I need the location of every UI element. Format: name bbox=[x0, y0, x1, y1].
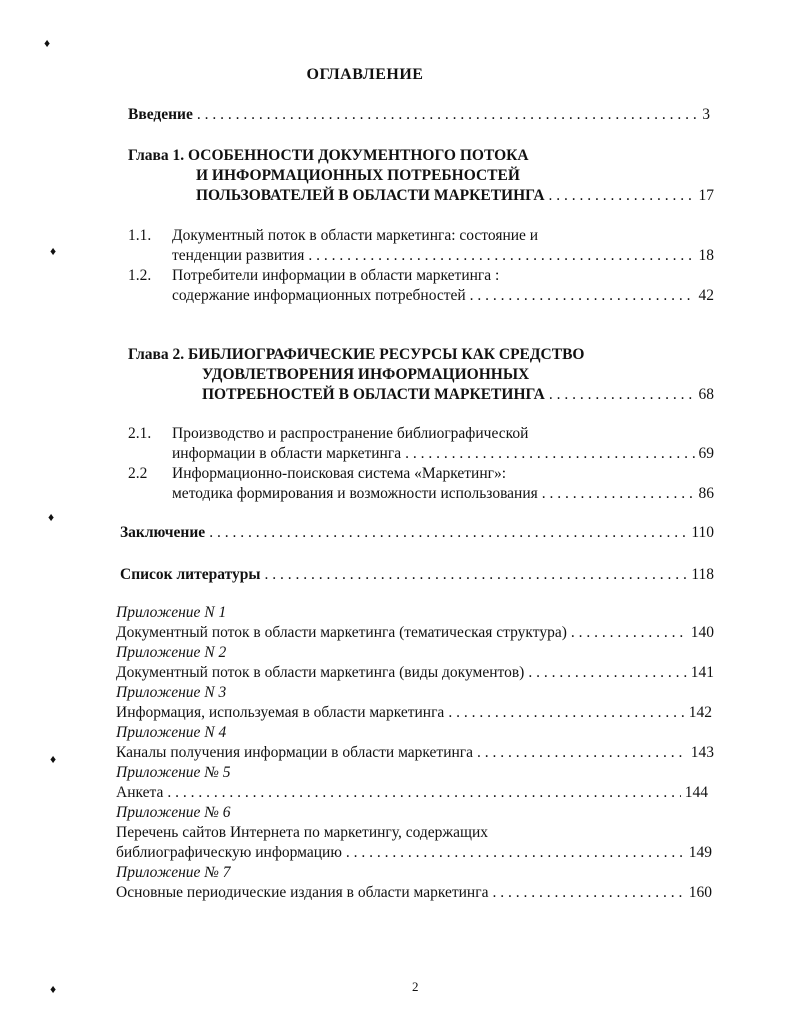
chapter1-line3-row bbox=[196, 187, 714, 205]
margin-mark: ♦ bbox=[50, 982, 57, 996]
section-1-1-num: 1.1. bbox=[128, 227, 152, 244]
chapter2-line3-row bbox=[202, 386, 714, 404]
section-2-1-line2: информации в области маркетинга bbox=[172, 445, 402, 462]
page-title: ОГЛАВЛЕНИЕ bbox=[306, 66, 424, 83]
margin-mark: ♦ bbox=[50, 244, 57, 258]
appendix-4-page: 143 bbox=[690, 744, 714, 761]
chapter1-line2: И ИНФОРМАЦИОННЫХ ПОТРЕБНОСТЕЙ bbox=[196, 167, 520, 184]
section-2-2-row bbox=[172, 485, 714, 503]
section-2-2-num: 2.2 bbox=[128, 465, 148, 482]
appendix-7-row bbox=[116, 884, 712, 902]
conclusion-label: Заключение bbox=[120, 524, 206, 541]
leader-dots bbox=[549, 386, 695, 404]
chapter2-page: 68 bbox=[698, 386, 714, 403]
chapter1-line3: ПОЛЬЗОВАТЕЛЕЙ В ОБЛАСТИ МАРКЕТИНГА bbox=[196, 187, 545, 204]
section-1-1-page: 18 bbox=[698, 247, 714, 264]
leader-dots bbox=[346, 844, 685, 862]
section-1-2-num: 1.2. bbox=[128, 267, 152, 284]
leader-dots bbox=[549, 187, 695, 205]
appendix-6-label: Приложение № 6 bbox=[116, 804, 231, 821]
margin-mark: ♦ bbox=[50, 752, 57, 766]
appendix-2-label: Приложение N 2 bbox=[116, 644, 227, 661]
leader-dots bbox=[308, 247, 694, 265]
toc-conclusion bbox=[120, 524, 714, 542]
toc-references bbox=[120, 566, 714, 584]
references-page: 118 bbox=[691, 566, 714, 583]
appendix-2-row bbox=[116, 664, 714, 682]
appendix-4-label: Приложение N 4 bbox=[116, 724, 227, 741]
section-1-1-line1: Документный поток в области маркетинга: состояние и bbox=[172, 227, 539, 244]
section-1-2-line2: содержание информационных потребностей bbox=[172, 287, 466, 304]
section-2-1-page: 69 bbox=[698, 445, 714, 462]
section-2-2-line2: методика формирования и возможности использования bbox=[172, 485, 538, 502]
appendix-6-page: 149 bbox=[688, 844, 712, 861]
chapter2-line3: ПОТРЕБНОСТЕЙ В ОБЛАСТИ МАРКЕТИНГА bbox=[202, 386, 545, 403]
leader-dots bbox=[448, 704, 684, 722]
appendix-4-row bbox=[116, 744, 714, 762]
leader-dots bbox=[492, 884, 684, 902]
appendix-5-text: Анкета bbox=[116, 784, 164, 801]
appendix-4-text: Каналы получения информации в области маркетинга bbox=[116, 744, 474, 761]
chapter1-line1: Глава 1. ОСОБЕННОСТИ ДОКУМЕНТНОГО ПОТОКА bbox=[128, 147, 529, 164]
toc-intro bbox=[128, 106, 710, 124]
conclusion-page: 110 bbox=[691, 524, 714, 541]
leader-dots bbox=[470, 287, 695, 305]
leader-dots bbox=[477, 744, 687, 762]
section-2-2-line1: Информационно-поисковая система «Маркетинг»: bbox=[172, 465, 507, 482]
page-number: 2 bbox=[412, 979, 419, 994]
leader-dots bbox=[167, 784, 680, 802]
appendix-6-row bbox=[116, 844, 712, 862]
leader-dots bbox=[197, 106, 698, 124]
section-2-1-row bbox=[172, 445, 714, 463]
appendix-2-text: Документный поток в области маркетинга (виды документов) bbox=[116, 664, 525, 681]
chapter1-page: 17 bbox=[698, 187, 714, 204]
appendix-5-label: Приложение № 5 bbox=[116, 764, 231, 781]
appendix-1-row bbox=[116, 624, 714, 642]
section-1-2-row bbox=[172, 287, 714, 305]
appendix-6-text: библиографическую информацию bbox=[116, 844, 342, 861]
appendix-3-page: 142 bbox=[688, 704, 712, 721]
appendix-1-label: Приложение N 1 bbox=[116, 604, 227, 621]
section-2-1-num: 2.1. bbox=[128, 425, 152, 442]
leader-dots bbox=[209, 524, 687, 542]
leader-dots bbox=[405, 445, 694, 463]
margin-mark: ♦ bbox=[44, 36, 51, 50]
appendix-3-row bbox=[116, 704, 712, 722]
appendix-5-row bbox=[116, 784, 708, 802]
appendix-1-text: Документный поток в области маркетинга (тематическая структура) bbox=[116, 624, 567, 641]
appendix-3-text: Информация, используемая в области маркетинга bbox=[116, 704, 445, 721]
leader-dots bbox=[528, 664, 686, 682]
appendix-1-page: 140 bbox=[690, 624, 714, 641]
appendix-7-label: Приложение № 7 bbox=[116, 864, 231, 881]
chapter2-line1: Глава 2. БИБЛИОГРАФИЧЕСКИЕ РЕСУРСЫ КАК СРЕДСТВО bbox=[128, 346, 585, 363]
leader-dots bbox=[542, 485, 695, 503]
chapter2-line2: УДОВЛЕТВОРЕНИЯ ИНФОРМАЦИОННЫХ bbox=[202, 366, 530, 383]
appendix-5-page: 144 bbox=[684, 784, 708, 801]
appendix-6-text1: Перечень сайтов Интернета по маркетингу, содержащих bbox=[116, 824, 488, 841]
leader-dots bbox=[571, 624, 687, 642]
section-2-1-line1: Производство и распространение библиографической bbox=[172, 425, 529, 442]
references-label: Список литературы bbox=[120, 566, 261, 583]
section-1-1-row bbox=[172, 247, 714, 265]
intro-page: 3 bbox=[702, 106, 710, 123]
section-2-2-page: 86 bbox=[698, 485, 714, 502]
intro-label: Введение bbox=[128, 106, 193, 123]
appendix-2-page: 141 bbox=[690, 664, 714, 681]
margin-mark: ♦ bbox=[48, 510, 55, 524]
section-1-2-page: 42 bbox=[698, 287, 714, 304]
appendix-7-page: 160 bbox=[688, 884, 712, 901]
leader-dots bbox=[264, 566, 687, 584]
appendix-7-text: Основные периодические издания в области маркетинга bbox=[116, 884, 489, 901]
section-1-1-line2: тенденции развития bbox=[172, 247, 305, 264]
appendix-3-label: Приложение N 3 bbox=[116, 684, 227, 701]
section-1-2-line1: Потребители информации в области маркетинга : bbox=[172, 267, 500, 284]
